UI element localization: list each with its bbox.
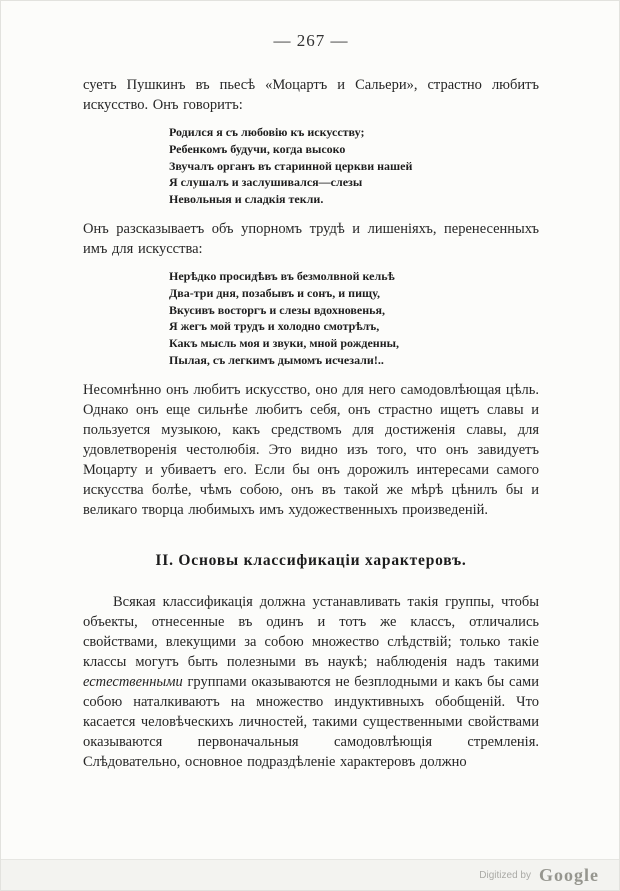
paragraph-text: группами оказываются не безплодными и какъ бы сами собою наталкиваютъ на множество индуктивныхъ обобщеній. Что касается человѣческихъ личностей, такими существенными свойствами оказываются первоначальныя самодовлѣющія стремленія. Слѣдовательно, основное подраздѣленіе характеровъ должно [83, 673, 539, 770]
verse-line: Ребенкомъ будучи, когда высоко [169, 141, 346, 156]
verse-line: Звучалъ органъ въ старинной церкви нашей [169, 158, 413, 173]
verse-line: Пылая, съ легкимъ дымомъ исчезали!.. [169, 352, 384, 367]
verse-line: Вкусивъ восторгъ и слезы вдохновенья, [169, 302, 385, 317]
page-number: — 267 — [273, 31, 349, 50]
verse-line: Какъ мысль моя и звуки, мной рожденны, [169, 336, 399, 351]
verse-line: Я слушалъ и заслушивался—слезы [169, 175, 363, 190]
italic-term: естественными [83, 673, 183, 690]
verse-line: Невольныя и сладкія текли. [169, 192, 324, 207]
verse-line: Два-три дня, позабывъ и сонъ, и пищу, [169, 285, 380, 300]
body-paragraph: суетъ Пушкинъ въ пьесѣ «Моцартъ и Сальери», страстно любитъ искусство. Онъ говоритъ: [83, 77, 539, 113]
verse-block [169, 124, 539, 208]
scan-footer-bar [1, 859, 619, 890]
body-paragraph: Онъ разсказываетъ объ упорномъ трудѣ и лишеніяхъ, перенесенныхъ имъ для искусства: [83, 220, 539, 257]
body-paragraph: Несомнѣнно онъ любитъ искусство, оно для него самодовлѣющая цѣль. Однако онъ еще сильнѣе любитъ себя, онъ страстно ищетъ славы и пользуется музыкою, какъ средствомъ для достиженія славы, для удовлетворенія честолюбія. Это видно изъ того, что онъ завидуетъ Моцарту и убиваетъ его. Если бы онъ дорожилъ интересами самого искусства болѣе, чѣмъ собою, онъ въ такой же мѣрѣ цѣнилъ бы и великаго творца любимыхъ имъ художественныхъ произведеній. [83, 381, 539, 518]
page-content [1, 1, 619, 772]
section-heading: II. Основы классификаціи характеровъ. [155, 551, 467, 569]
paragraph-text: Всякая классификація должна устанавливать такія группы, чтобы объекты, отнесенные въ одинъ и тотъ же классъ, отличались свойствами, влекущими за собою множество слѣдствій; только такіе классы могутъ быть полезными въ наукѣ; наблюденія надъ такими [83, 593, 539, 670]
verse-line: Нерѣдко просидѣвъ въ безмолвной кельѣ [169, 268, 395, 283]
google-watermark-logo: Google [539, 864, 599, 885]
verse-line: Родился я съ любовію къ искусству; [169, 125, 365, 139]
digitized-by-label: Digitized by [479, 869, 531, 881]
verse-line: Я жегъ мой трудъ и холодно смотрѣлъ, [169, 319, 380, 334]
verse-block [169, 268, 539, 369]
body-paragraph [83, 592, 539, 772]
